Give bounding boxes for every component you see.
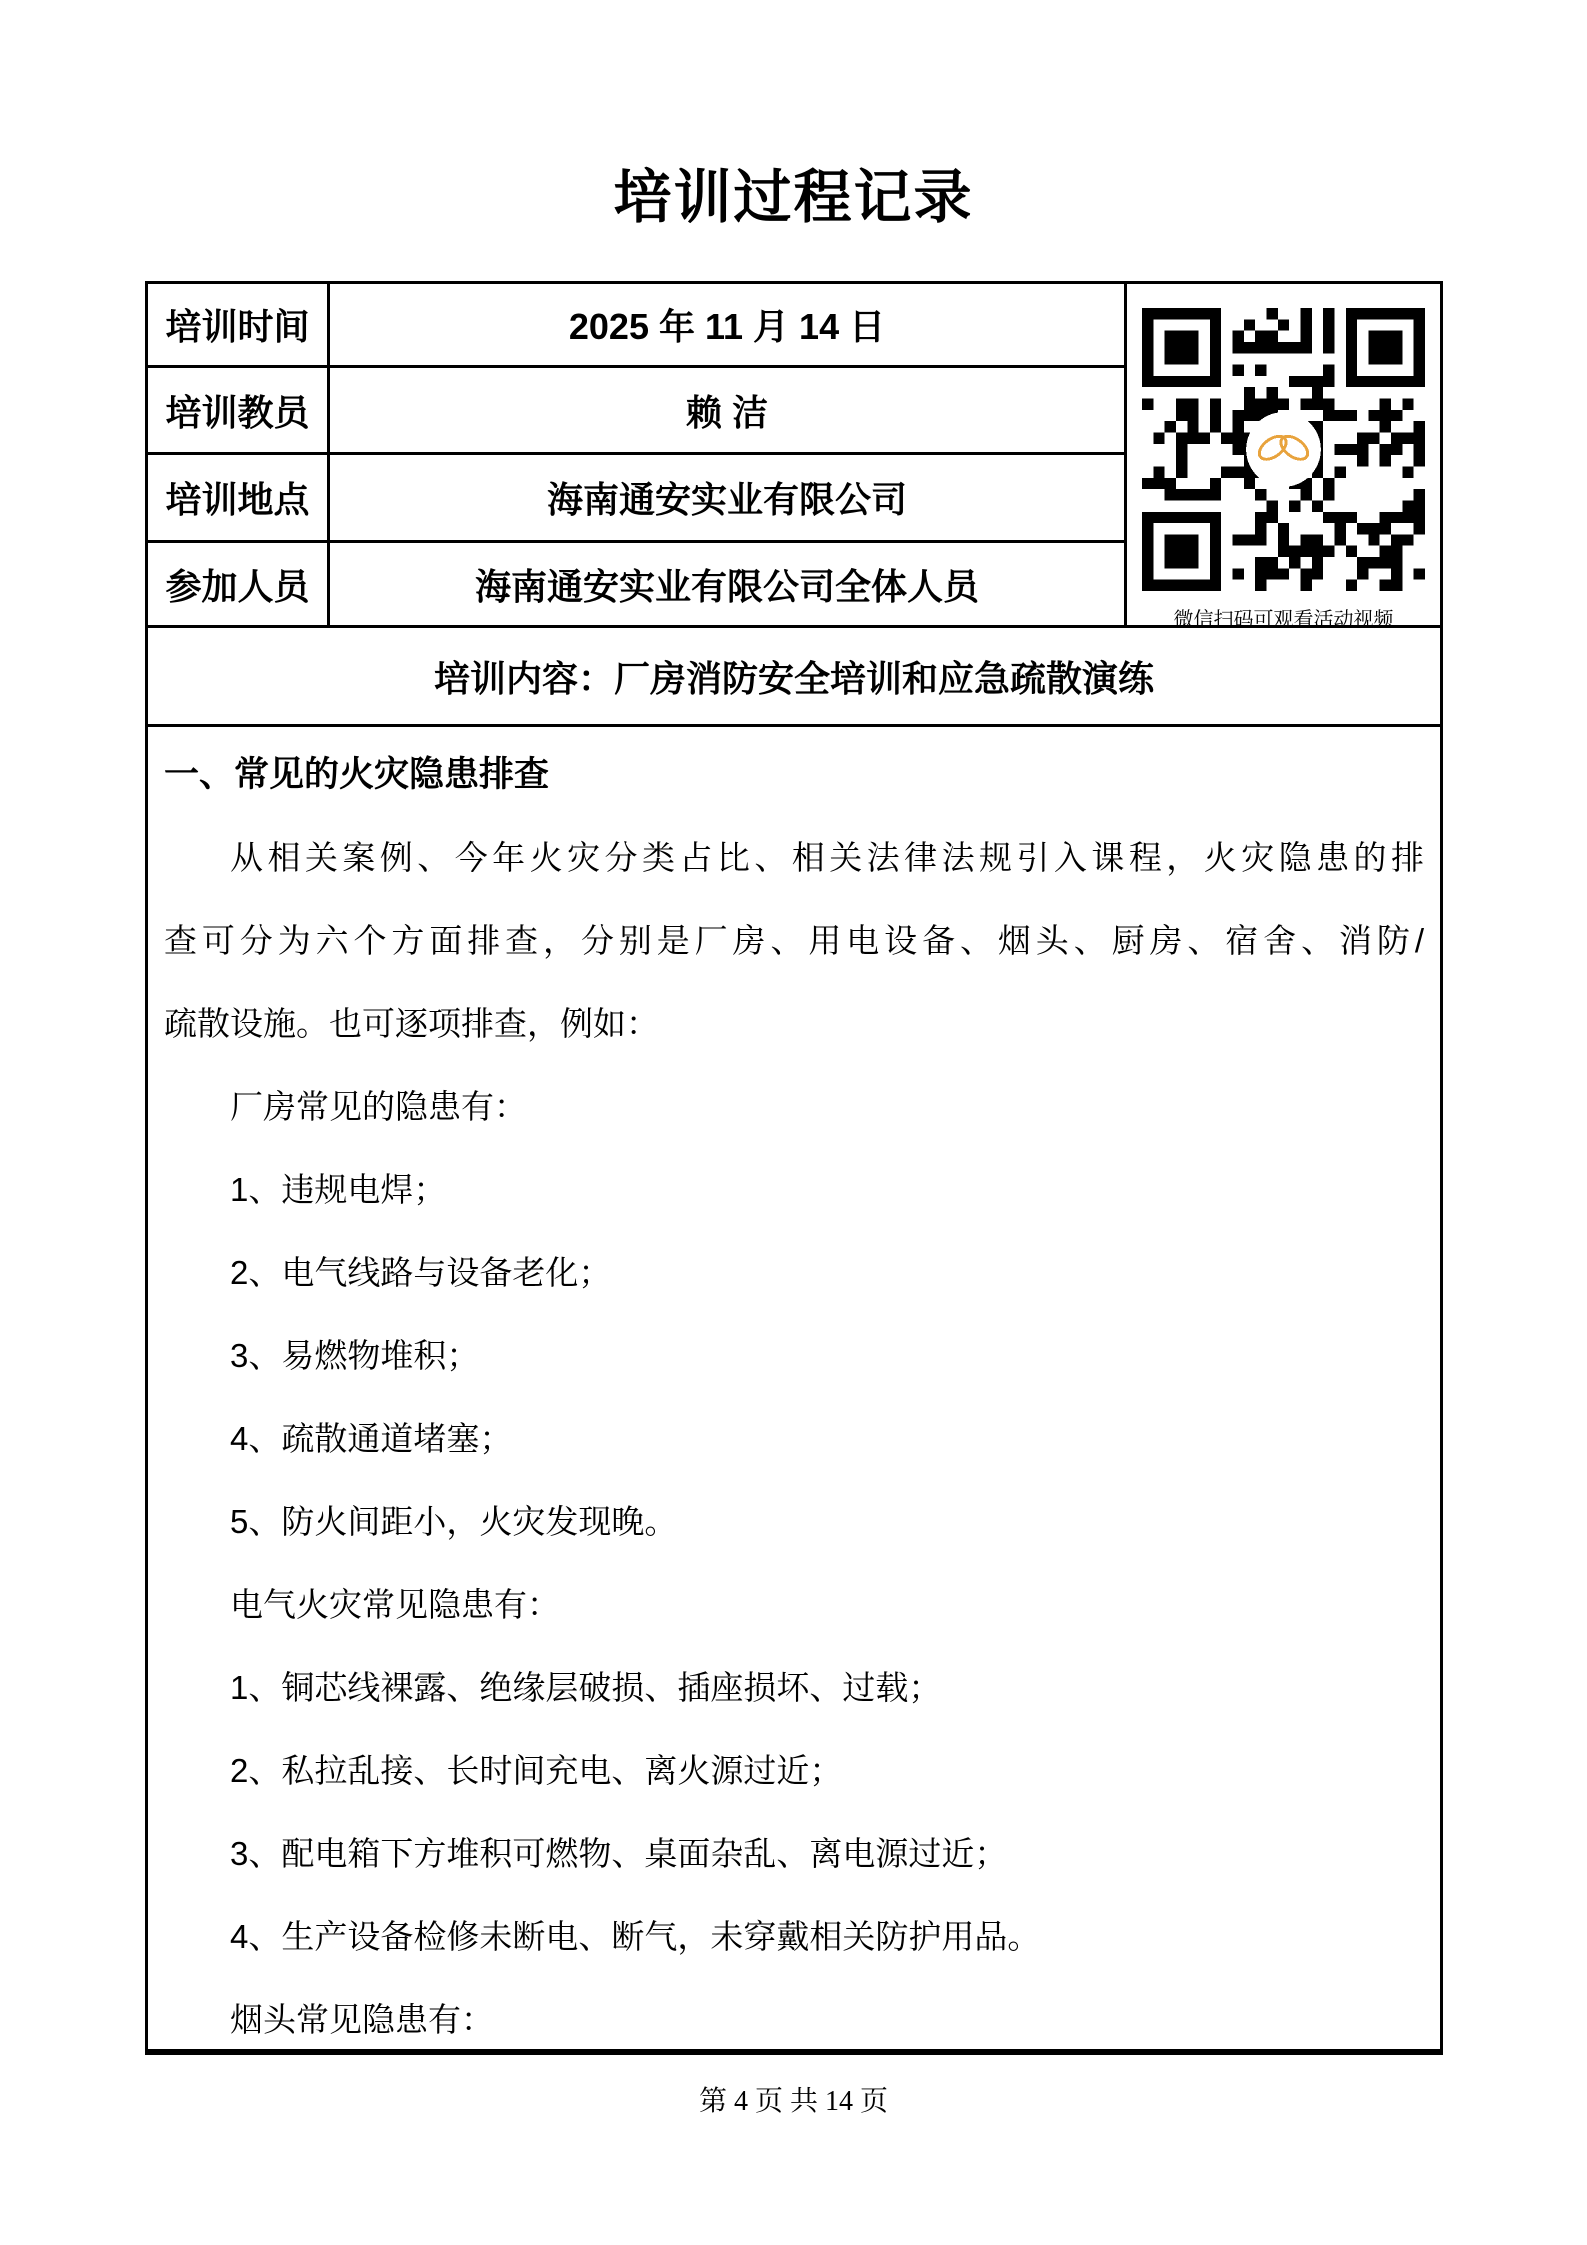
- body-line: 2、私拉乱接、长时间充电、离火源过近；: [230, 1752, 843, 1789]
- field-value-training-place: 海南通安实业有限公司: [330, 455, 1127, 543]
- body-line: 1、铜芯线裸露、绝缘层破损、插座损坏、过载；: [230, 1669, 942, 1706]
- field-value-trainer: 赖 洁: [330, 368, 1127, 455]
- body-line: 5、防火间距小，火灾发现晚。: [230, 1503, 678, 1540]
- body-line: 烟头常见隐患有：: [230, 2001, 494, 2038]
- field-value-training-time: 2025 年 11 月 14 日: [330, 284, 1127, 368]
- field-label-trainer: 培训教员: [148, 368, 330, 455]
- field-label-training-place: 培训地点: [148, 455, 330, 543]
- body-line: 查可分为六个方面排查，分别是厂房、用电设备、烟头、厨房、宿舍、消防/: [164, 922, 1424, 959]
- qr-code: [1142, 308, 1425, 596]
- body-line: 疏散设施。也可逐项排查，例如：: [164, 1005, 659, 1042]
- body-line: 1、违规电焊；: [230, 1171, 447, 1208]
- body-text: [164, 816, 1424, 2061]
- body-line: 3、易燃物堆积；: [230, 1337, 480, 1374]
- qr-caption: 微信扫码可观看活动视频: [1173, 609, 1394, 631]
- training-content-row: 培训内容：厂房消防安全培训和应急疏散演练: [433, 657, 1154, 699]
- body-line: 4、生产设备检修未断电、断气，未穿戴相关防护用品。: [230, 1918, 1041, 1955]
- qr-cell: [1127, 284, 1440, 631]
- field-label-participants: 参加人员: [148, 543, 330, 628]
- body-line: 3、配电箱下方堆积可燃物、桌面杂乱、离电源过近；: [230, 1835, 1008, 1872]
- field-label-training-time: 培训时间: [148, 284, 330, 368]
- info-table: [145, 281, 1443, 727]
- body-line: 2、电气线路与设备老化；: [230, 1254, 612, 1291]
- page-footer: 第 4 页 共 14 页: [698, 2086, 888, 2117]
- body-line: 厂房常见的隐患有：: [230, 1088, 527, 1125]
- body-line: 4、疏散通道堵塞；: [230, 1420, 513, 1457]
- field-value-participants: 海南通安实业有限公司全体人员: [330, 543, 1127, 628]
- body-line: 从相关案例、今年火灾分类占比、相关法律法规引入课程，火灾隐患的排: [230, 839, 1424, 876]
- body-line: 电气火灾常见隐患有：: [230, 1586, 560, 1623]
- section-heading: 一、常见的火灾隐患排查: [164, 755, 550, 794]
- page-title: 培训过程记录: [613, 165, 974, 230]
- body-section: [145, 724, 1443, 2055]
